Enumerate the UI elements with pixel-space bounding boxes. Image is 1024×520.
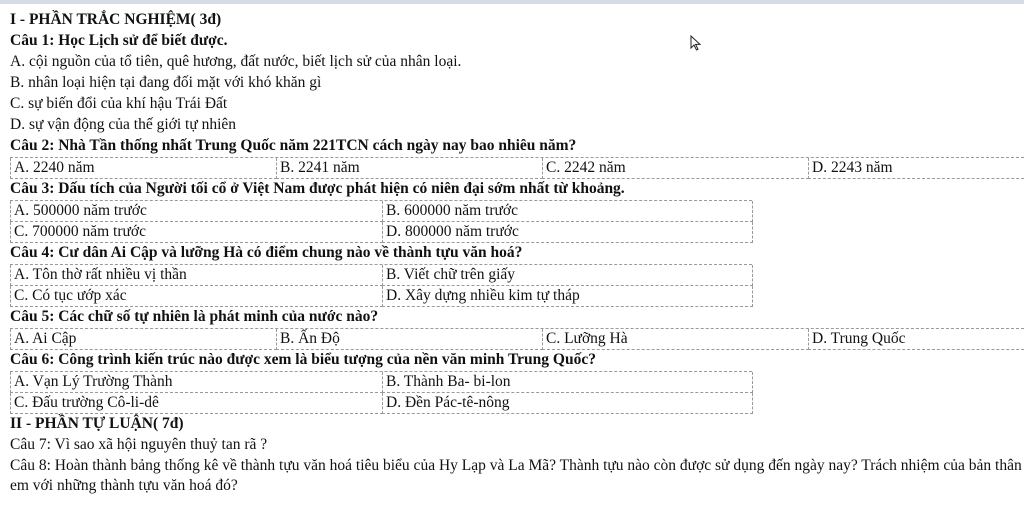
- q4-option-b: B. Viết chữ trên giấy: [382, 265, 753, 286]
- q6-question: Câu 6: Công trình kiến trúc nào được xem là biểu tượng của nền văn minh Trung Quốc?: [10, 351, 596, 368]
- mouse-pointer-icon: [690, 35, 702, 51]
- q5-option-b: B. Ấn Độ: [276, 329, 543, 350]
- q1-option-b: B. nhân loại hiện tại đang đối mặt với khó khăn gì: [10, 74, 322, 91]
- q4-question: Câu 4: Cư dân Ai Cập và lưỡng Hà có điểm chung nào về thành tựu văn hoá?: [10, 244, 523, 261]
- q4-option-a: A. Tôn thờ rất nhiều vị thần: [10, 265, 383, 286]
- section1-heading: I - PHẦN TRẮC NGHIỆM( 3đ): [10, 11, 222, 28]
- top-border: [0, 0, 1024, 4]
- q5-option-c: C. Lưỡng Hà: [542, 329, 809, 350]
- q5-option-a: A. Ai Cập: [10, 329, 277, 350]
- q3-option-b: B. 600000 năm trước: [382, 201, 753, 222]
- q8-question: Câu 8: Hoàn thành bảng thống kê về thành tựu văn hoá tiêu biểu của Hy Lạp và La Mã? Thành tựu nào còn được sử dụng đến ngày nay? Trách nhiệm của bản thân em với những thành tựu văn hoá đó?: [10, 457, 1022, 494]
- q2-option-d: D. 2243 năm: [808, 158, 1024, 179]
- q3-options-table: [10, 200, 752, 243]
- q1-option-a: A. cội nguồn của tổ tiên, quê hương, đất nước, biết lịch sử của nhân loại.: [10, 53, 462, 70]
- q4-option-d: D. Xây dựng nhiều kim tự tháp: [382, 286, 753, 307]
- q1-option-c: C. sự biến đổi của khí hậu Trái Đất: [10, 95, 228, 112]
- q6-option-c: C. Đấu trường Cô-li-dê: [10, 393, 383, 414]
- q6-options-table: [10, 371, 752, 414]
- q4-options-table: [10, 264, 752, 307]
- section2-heading: II - PHẦN TỰ LUẬN( 7đ): [10, 415, 184, 432]
- q2-option-a: A. 2240 năm: [10, 158, 277, 179]
- q2-question: Câu 2: Nhà Tần thống nhất Trung Quốc năm 221TCN cách ngày nay bao nhiêu năm?: [10, 137, 577, 154]
- q2-options-table: [10, 157, 1024, 179]
- q2-option-c: C. 2242 năm: [542, 158, 809, 179]
- q1-question: Câu 1: Học Lịch sử để biết được.: [10, 32, 228, 49]
- q2-option-b: B. 2241 năm: [276, 158, 543, 179]
- q6-option-a: A. Vạn Lý Trường Thành: [10, 372, 383, 393]
- q3-option-c: C. 700000 năm trước: [10, 222, 383, 243]
- q3-option-a: A. 500000 năm trước: [10, 201, 383, 222]
- q6-option-b: B. Thành Ba- bi-lon: [382, 372, 753, 393]
- q4-option-c: C. Có tục ướp xác: [10, 286, 383, 307]
- q6-option-d: D. Đền Pác-tê-nông: [382, 393, 753, 414]
- q5-option-d: D. Trung Quốc: [808, 329, 1024, 350]
- q7-question: Câu 7: Vì sao xã hội nguyên thuỷ tan rã ?: [10, 436, 268, 453]
- q3-question: Câu 3: Dấu tích của Người tối cổ ở Việt Nam được phát hiện có niên đại sớm nhất từ khoảng.: [10, 180, 625, 197]
- document-page: [10, 10, 1024, 496]
- q5-question: Câu 5: Các chữ số tự nhiên là phát minh của nước nào?: [10, 308, 379, 325]
- q3-option-d: D. 800000 năm trước: [382, 222, 753, 243]
- q5-options-table: [10, 328, 1024, 350]
- q1-option-d: D. sự vận động của thế giới tự nhiên: [10, 116, 237, 133]
